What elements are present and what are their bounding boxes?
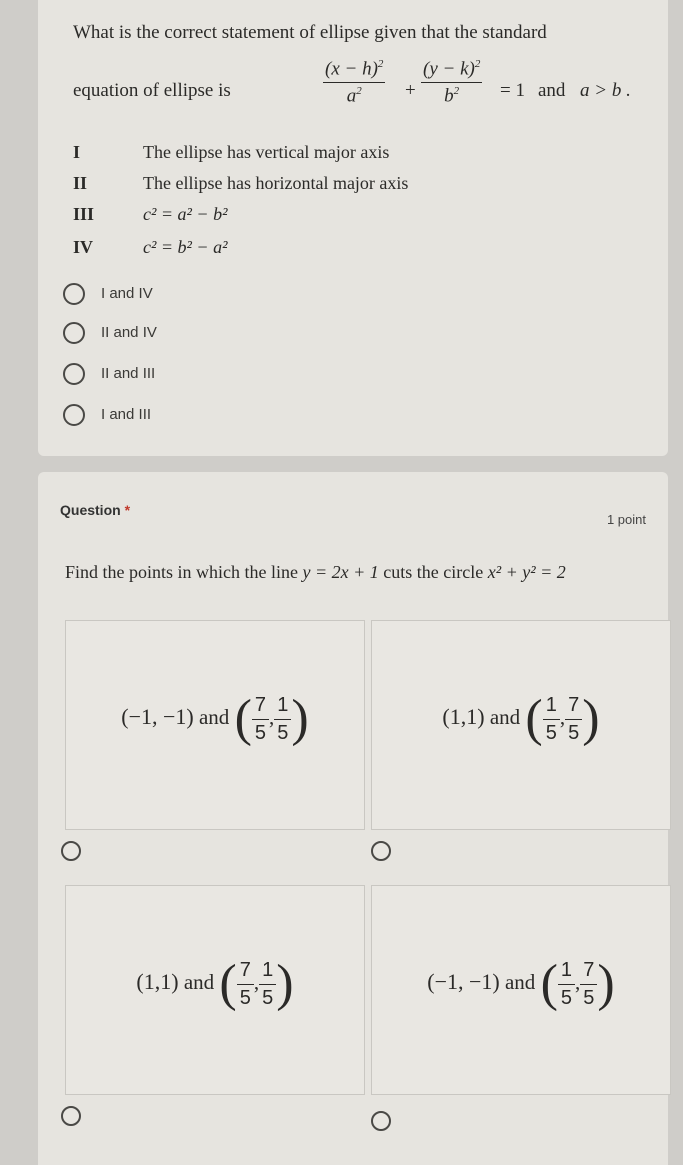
radio-button[interactable]	[63, 322, 85, 344]
question-card-line-circle	[38, 472, 668, 1165]
option-i-and-iii[interactable]: I and III	[63, 404, 363, 428]
radio-button[interactable]	[63, 283, 85, 305]
line2-suffix: and	[538, 80, 566, 101]
eq-term1: $\frac{(x - h)^2}{a^2}$	[325, 58, 384, 107]
option-ii-and-iii[interactable]: II and III	[63, 363, 363, 387]
eq-plus: +	[405, 80, 416, 101]
choice-c-content: (1,1) and ( $\frac{7}{5}$ , $\frac{1}{5}$ )	[136, 955, 294, 1012]
question-text-line1: What is the correct statement of ellipse given that the standard	[73, 22, 547, 43]
condition: a > b .	[580, 80, 631, 101]
line2-prefix: equation of ellipse is	[73, 80, 231, 101]
eq-term2: $\frac{(y - k)^2}{b^2}$	[423, 58, 481, 107]
choice-card-a[interactable]	[65, 620, 365, 830]
option-ii-and-iv[interactable]: II and IV	[63, 322, 363, 346]
choice-card-c[interactable]	[65, 885, 365, 1095]
choice-card-b[interactable]	[371, 620, 671, 830]
points-label: 1 point	[606, 512, 646, 527]
choice-a-radio[interactable]	[61, 841, 81, 861]
radio-button[interactable]	[63, 363, 85, 385]
option-i-and-iv[interactable]: I and IV	[63, 283, 363, 307]
question-prompt: Find the points in which the line y = 2x + 1 cuts the circle x² + y² = 2	[65, 562, 566, 582]
question-text-line2	[73, 58, 653, 122]
choice-a-content: (−1, −1) and ( $\frac{7}{5}$ , $\frac{1}{5}$ )	[121, 690, 309, 747]
choice-b-radio[interactable]	[371, 841, 391, 861]
choice-b-content: (1,1) and ( $\frac{1}{5}$ , $\frac{7}{5}$ )	[442, 690, 600, 747]
required-mark: *	[124, 502, 131, 518]
choice-d-content: (−1, −1) and ( $\frac{1}{5}$ , $\frac{7}{5}$ )	[427, 955, 615, 1012]
choice-d-radio[interactable]	[371, 1111, 391, 1131]
choice-c-radio[interactable]	[61, 1106, 81, 1126]
question-header: Question *	[60, 502, 131, 518]
radio-button[interactable]	[63, 404, 85, 426]
question-card-ellipse: What is the correct statement of ellipse given that the standard equation of ellipse is $\frac{(x - h)^2}{a^2}$ + $\frac{(y - k)^2}{b^2}$ = 1 and a > b . I The ellipse has vertical major axis II The ellipse has horizontal major axis III c² = a² − b² IV c² = b² − a² I and IV II and IV II and III I and III	[38, 0, 668, 456]
choice-card-d[interactable]	[371, 885, 671, 1095]
eq-equals: = 1	[500, 80, 525, 101]
